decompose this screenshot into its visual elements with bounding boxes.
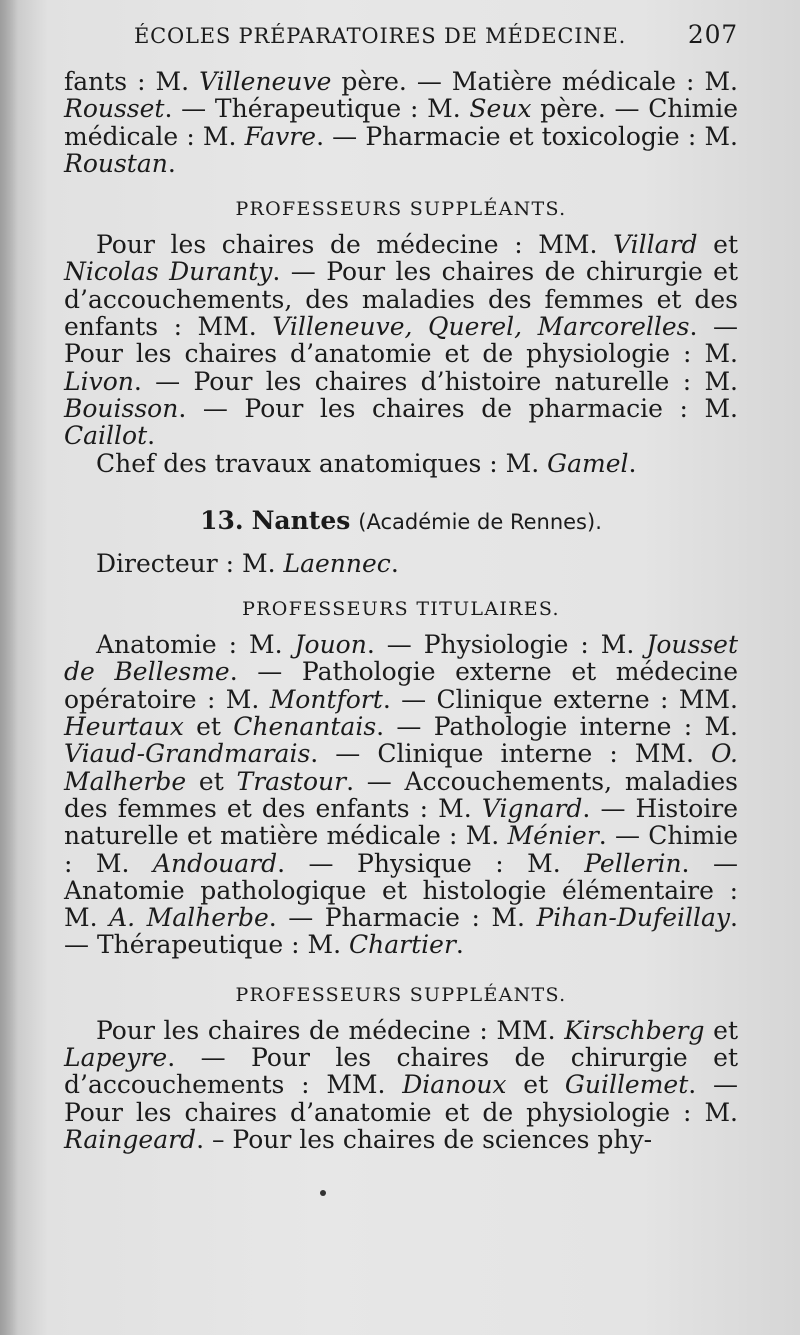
paragraph-marseille-suppleants (64, 231, 738, 449)
text-run: . – Pour les chaires de sciences phy- (196, 1124, 653, 1154)
professor-name: Rousset (64, 94, 165, 124)
heading-professeurs-suppleants: PROFESSEURS SUPPLÉANTS. (235, 198, 567, 221)
professor-name: Ménier (507, 821, 599, 851)
professor-name: Raingeard (64, 1124, 197, 1154)
text-run: . — Pour les chaires d’histoire naturelle : M. (133, 366, 738, 396)
text-run: . (167, 148, 176, 178)
professor-name: Kirschberg (564, 1015, 705, 1045)
paragraph-marseille-titulaires-end (64, 68, 738, 177)
text-run: . — Thérapeutique : M. (164, 94, 470, 124)
text-run: et (697, 230, 738, 260)
text-run: . — Pour les chaires de pharmacie : M. (178, 393, 738, 423)
running-head (134, 20, 738, 54)
text-run: Pour les chaires de médecine : MM. (96, 1015, 565, 1045)
text-run: fants : M. (64, 67, 200, 96)
professor-name: Montfort (269, 684, 383, 714)
professor-name: Viaud-Grandmarais (64, 739, 311, 769)
text-run: Anatomie : M. (96, 630, 295, 660)
text-run: Chef des travaux anatomiques : M. (96, 448, 548, 478)
text-run: . — Pharmacie et toxicologie : M. (316, 121, 738, 151)
professor-name: Andouard (152, 848, 278, 878)
text-run: père. — Chimie médicale : M. (64, 94, 738, 151)
text-run: . — Clinique interne : MM. (310, 739, 712, 769)
professor-name: Roustan (64, 148, 168, 178)
text-run: père. — Matière médicale : M. (331, 67, 739, 96)
text-run: et (704, 1015, 739, 1045)
professor-name: Villeneuve (199, 67, 332, 96)
professor-name: Seux (469, 94, 532, 124)
text-run: . — Pathologie interne : M. (376, 712, 738, 742)
text-run: . — Pour les chaires de chirurgie et d’accouchements, des maladies des femmes et des enfants : MM. (64, 257, 739, 342)
text-run: . — Physiologie : M. (366, 630, 647, 660)
professor-name: Guillemet (564, 1070, 689, 1100)
professor-name: A. Malherbe (109, 903, 269, 933)
print-speck (320, 1190, 326, 1196)
professor-name: Gamel (547, 448, 629, 478)
professor-name: Bouisson (64, 393, 179, 423)
text-run: . — Histoire naturelle et matière médicale : M. (64, 793, 739, 851)
text-run: . — Clinique externe : MM. (382, 684, 738, 714)
professor-name: Pihan-Dufeillay (536, 903, 731, 933)
text-run: . (455, 930, 464, 960)
professor-name: O. Malherbe (64, 739, 738, 796)
professor-name: Chenantais (233, 712, 377, 742)
text-run: . — Pour les chaires de chirurgie et d’accouchements : MM. (64, 1043, 738, 1100)
paragraph-chef-travaux (64, 450, 738, 477)
professor-name: Trastour (236, 766, 347, 796)
heading-professeurs-titulaires: PROFESSEURS TITULAIRES. (242, 598, 560, 621)
text-run: . — Anatomie pathologique et histologie élémentaire : M. (64, 848, 738, 933)
text-run: . — Pharmacie : M. (268, 903, 537, 933)
text-run: . (390, 548, 399, 578)
text-run: . (628, 448, 637, 478)
section-academy: (Académie de Rennes). (358, 509, 602, 534)
professor-name: Villeneuve, Querel, Marcorelles (272, 312, 690, 342)
professor-name: Favre (244, 121, 317, 151)
text-run: et (183, 712, 234, 742)
text-run: . — Pathologie externe et médecine opératoire : M. (64, 657, 738, 714)
section-number: 13. (200, 505, 244, 535)
text-run: . — Pour les chaires d’anatomie et de physiologie : M. (64, 312, 739, 369)
professor-name: Lapeyre (64, 1043, 168, 1073)
text-run: . — Pour les chaires d’anatomie et de physiologie : M. (64, 1070, 738, 1127)
professor-name: Jousset de Bellesme (64, 630, 738, 687)
professor-name: Caillot (64, 421, 148, 451)
text-run: Directeur : M. (96, 548, 284, 578)
professor-name: Dianoux (402, 1070, 507, 1100)
text-run: et (506, 1070, 565, 1100)
professor-name: Laennec (283, 548, 391, 578)
text-run: . — Accouchements, maladies des femmes et des enfants : M. (64, 766, 738, 823)
professor-name: Pellerin (584, 848, 682, 878)
page-number: 207 (687, 20, 738, 49)
paragraph-directeur (64, 550, 738, 577)
text-run: et (186, 766, 237, 796)
running-title: ÉCOLES PRÉPARATOIRES DE MÉDECINE. (134, 24, 627, 48)
text-run: Pour les chaires de médecine : MM. (96, 230, 614, 260)
professor-name: Vignard (481, 793, 583, 823)
section-title-nantes (64, 507, 738, 536)
professor-name: Villard (613, 230, 698, 260)
professor-name: Nicolas Duranty (64, 257, 273, 287)
heading-professeurs-suppleants-nantes: PROFESSEURS SUPPLÉANTS. (235, 983, 567, 1006)
professor-name: Jouon (294, 630, 367, 660)
page-body (64, 68, 738, 1153)
text-run: . — Thérapeutique : M. (64, 903, 738, 960)
paragraph-nantes-suppleants (64, 1017, 738, 1153)
text-run: . — Physique : M. (277, 848, 585, 878)
professor-name: Livon (64, 366, 134, 396)
text-run: . (147, 421, 156, 451)
professor-name: Chartier (349, 930, 456, 960)
paragraph-nantes-titulaires (64, 631, 738, 959)
section-city: Nantes (251, 505, 351, 535)
professor-name: Heurtaux (64, 712, 184, 742)
text-run: . — Chimie : M. (64, 821, 738, 878)
